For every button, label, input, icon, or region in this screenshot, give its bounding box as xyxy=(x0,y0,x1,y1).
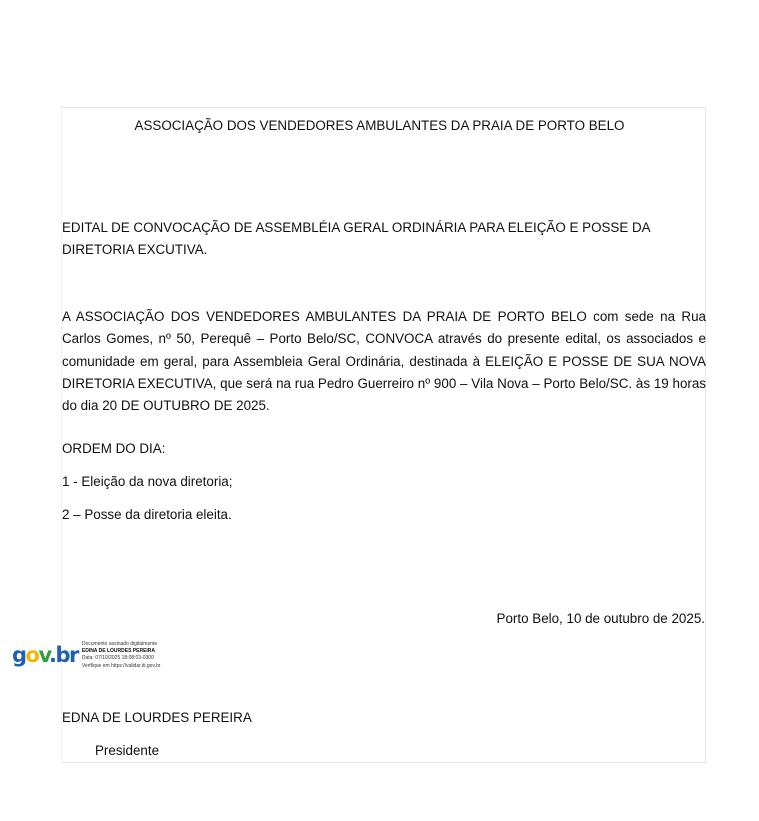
place-date: Porto Belo, 10 de outubro de 2025. xyxy=(496,611,705,626)
stamp-date: Data: 07/10/2025 18:08:03-0300 xyxy=(81,655,154,662)
signatory-role: Presidente xyxy=(95,743,160,758)
stamp-caption: Documento assinado digitalmente xyxy=(81,641,158,647)
edital-title: EDITAL DE CONVOCAÇÃO DE ASSEMBLÉIA GERAL ORDINÁRIA PARA ELEIÇÃO E POSSE DA DIRETORIA EXCUTIVA. xyxy=(62,220,650,257)
stamp-signer: EDINA DE LOURDES PEREIRA xyxy=(81,648,156,655)
agenda-item: 2 – Posse da diretoria eleita. xyxy=(62,507,232,522)
convocation-paragraph: A ASSOCIAÇÃO DOS VENDEDORES AMBULANTES DA PRAIA DE PORTO BELO com sede na Rua Carlos Gomes, nº 50, Perequê – Porto Belo/SC, CONVOCA através do presente edital, os associados e comunidade em geral, para Assembleia Geral Ordinária, destinada à ELEIÇÃO E POSSE DE SUA NOVA DIRETORIA EXECUTIVA, que será na rua Pedro Guerreiro nº 900 – Vila Nova – Porto Belo/SC. às 19 horas do dia 20 DE OUTUBRO DE 2025. xyxy=(62,309,706,414)
signatory-name: EDNA DE LOURDES PEREIRA xyxy=(62,710,252,725)
association-header: ASSOCIAÇÃO DOS VENDEDORES AMBULANTES DA PRAIA DE PORTO BELO xyxy=(134,118,625,133)
agenda-title: ORDEM DO DIA: xyxy=(62,441,166,456)
govbr-logo: gov.br xyxy=(12,642,78,667)
stamp-details xyxy=(82,641,161,670)
agenda-item: 1 - Eleição da nova diretoria; xyxy=(62,474,233,489)
stamp-verify-link: Verifique em https://validar.iti.gov.br xyxy=(81,662,161,669)
digital-signature-stamp xyxy=(12,641,160,670)
